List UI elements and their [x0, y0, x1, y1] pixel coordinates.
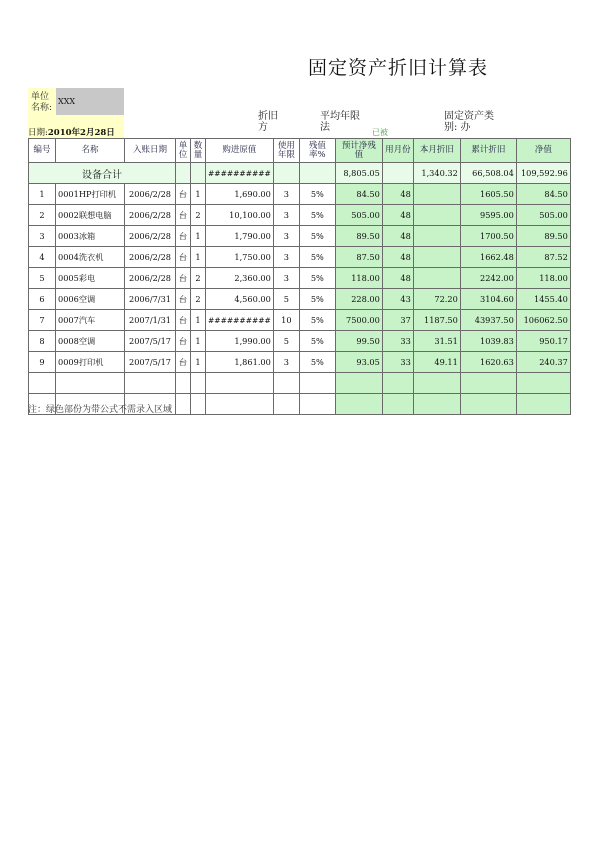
row-net: 118.00: [516, 268, 570, 289]
row-rate[interactable]: 5%: [299, 247, 335, 268]
row-original[interactable]: 2,360.00: [206, 268, 274, 289]
row-unit[interactable]: 台: [176, 289, 191, 310]
row-life[interactable]: 3: [273, 226, 299, 247]
empty-cell: [335, 394, 382, 415]
row-no[interactable]: 8: [29, 331, 56, 352]
total-row: [29, 163, 571, 184]
row-rate[interactable]: 5%: [299, 226, 335, 247]
row-life[interactable]: 3: [273, 247, 299, 268]
empty-cell: [460, 394, 516, 415]
empty-cell: [382, 394, 413, 415]
row-rate[interactable]: 5%: [299, 205, 335, 226]
row-name[interactable]: 0003冰箱: [56, 226, 125, 247]
footnote: 注：绿色部份为带公式不需录入区域: [28, 405, 173, 415]
row-residual: 228.00: [335, 289, 382, 310]
row-date[interactable]: 2007/5/17: [125, 352, 176, 373]
row-unit[interactable]: 台: [176, 310, 191, 331]
row-months: 48: [382, 268, 413, 289]
empty-cell: [382, 373, 413, 394]
row-life[interactable]: 3: [273, 352, 299, 373]
row-no[interactable]: 5: [29, 268, 56, 289]
row-name[interactable]: 0005彩电: [56, 268, 125, 289]
row-accum-dep: 1700.50: [460, 226, 516, 247]
row-unit[interactable]: 台: [176, 352, 191, 373]
row-months: 33: [382, 352, 413, 373]
row-month-dep: [413, 184, 460, 205]
header-date: 入账日期: [125, 139, 176, 163]
table-row: [29, 184, 571, 205]
row-name[interactable]: 0002联想电脑: [56, 205, 125, 226]
total-label: 设备合计: [29, 163, 176, 184]
row-month-dep: 49.11: [413, 352, 460, 373]
row-no[interactable]: 2: [29, 205, 56, 226]
row-no[interactable]: 4: [29, 247, 56, 268]
row-life[interactable]: 3: [273, 184, 299, 205]
row-life[interactable]: 5: [273, 289, 299, 310]
row-month-dep: [413, 205, 460, 226]
header-original: 购进原值: [206, 139, 274, 163]
row-net: 84.50: [516, 184, 570, 205]
row-life[interactable]: 5: [273, 331, 299, 352]
row-qty[interactable]: 2: [191, 205, 206, 226]
empty-cell[interactable]: [273, 394, 299, 415]
row-date[interactable]: 2007/1/31: [125, 310, 176, 331]
empty-cell[interactable]: [206, 394, 274, 415]
empty-cell[interactable]: [299, 373, 335, 394]
total-accum-dep: 66,508.04: [460, 163, 516, 184]
row-net: 87.52: [516, 247, 570, 268]
row-rate[interactable]: 5%: [299, 310, 335, 331]
empty-row: [29, 373, 571, 394]
row-name[interactable]: 0009打印机: [56, 352, 125, 373]
row-original[interactable]: 1,690.00: [206, 184, 274, 205]
row-rate[interactable]: 5%: [299, 184, 335, 205]
row-qty[interactable]: 1: [191, 247, 206, 268]
row-residual: 87.50: [335, 247, 382, 268]
row-no[interactable]: 3: [29, 226, 56, 247]
row-month-dep: 1187.50: [413, 310, 460, 331]
row-name[interactable]: 0008空调: [56, 331, 125, 352]
row-qty[interactable]: 1: [191, 184, 206, 205]
row-no[interactable]: 9: [29, 352, 56, 373]
total-residual: 8,805.05: [335, 163, 382, 184]
row-net: 240.37: [516, 352, 570, 373]
row-month-dep: [413, 226, 460, 247]
row-date[interactable]: 2006/2/28: [125, 205, 176, 226]
empty-cell: [516, 394, 570, 415]
total-blank[interactable]: [273, 163, 299, 184]
row-residual: 505.00: [335, 205, 382, 226]
header-residual: 预计净残值: [335, 139, 382, 163]
empty-cell[interactable]: [299, 394, 335, 415]
header-name: 名称: [56, 139, 125, 163]
header-qty: 数量: [191, 139, 206, 163]
row-qty[interactable]: 1: [191, 226, 206, 247]
average-life-method-label: 平均年限法: [320, 111, 360, 133]
row-month-dep: 72.20: [413, 289, 460, 310]
table-row: [29, 331, 571, 352]
date-label: 日期:: [28, 128, 48, 138]
row-name[interactable]: 0004洗衣机: [56, 247, 125, 268]
row-unit[interactable]: 台: [176, 247, 191, 268]
row-residual: 7500.00: [335, 310, 382, 331]
header-unit: 单位: [176, 139, 191, 163]
depreciation-method-label: 折旧方: [258, 111, 278, 133]
row-original[interactable]: 1,990.00: [206, 331, 274, 352]
row-net: 505.00: [516, 205, 570, 226]
row-unit[interactable]: 台: [176, 268, 191, 289]
row-accum-dep: 1662.48: [460, 247, 516, 268]
row-accum-dep: 2242.00: [460, 268, 516, 289]
row-original[interactable]: 1,861.00: [206, 352, 274, 373]
row-months: 48: [382, 184, 413, 205]
row-months: 48: [382, 205, 413, 226]
row-net: 950.17: [516, 331, 570, 352]
row-no[interactable]: 7: [29, 310, 56, 331]
row-net: 1455.40: [516, 289, 570, 310]
row-qty[interactable]: 2: [191, 268, 206, 289]
row-life[interactable]: 3: [273, 268, 299, 289]
row-rate[interactable]: 5%: [299, 331, 335, 352]
row-no[interactable]: 6: [29, 289, 56, 310]
empty-cell: [335, 373, 382, 394]
row-life[interactable]: 3: [273, 205, 299, 226]
total-blank[interactable]: [191, 163, 206, 184]
row-residual: 118.00: [335, 268, 382, 289]
total-blank[interactable]: [299, 163, 335, 184]
row-months: 37: [382, 310, 413, 331]
row-name[interactable]: 0007汽车: [56, 310, 125, 331]
row-date[interactable]: 2007/5/17: [125, 331, 176, 352]
page-title: 固定资产折旧计算表: [308, 57, 489, 79]
empty-cell[interactable]: [176, 373, 191, 394]
row-residual: 93.05: [335, 352, 382, 373]
empty-cell[interactable]: [56, 373, 125, 394]
empty-cell: [413, 373, 460, 394]
row-residual: 99.50: [335, 331, 382, 352]
row-qty[interactable]: 2: [191, 289, 206, 310]
row-accum-dep: 3104.60: [460, 289, 516, 310]
empty-cell[interactable]: [191, 373, 206, 394]
row-accum-dep: 1039.83: [460, 331, 516, 352]
row-unit[interactable]: 台: [176, 331, 191, 352]
row-rate[interactable]: 5%: [299, 289, 335, 310]
unit-name-blank-cell[interactable]: [56, 115, 124, 128]
date-value[interactable]: 2010年2月28日: [47, 128, 115, 138]
empty-cell[interactable]: [29, 373, 56, 394]
header-months: 用月份: [382, 139, 413, 163]
empty-cell[interactable]: [273, 373, 299, 394]
row-no[interactable]: 1: [29, 184, 56, 205]
header-month-dep: 本月折旧: [413, 139, 460, 163]
header-accum-dep: 累计折旧: [460, 139, 516, 163]
row-unit[interactable]: 台: [176, 205, 191, 226]
row-months: 33: [382, 331, 413, 352]
row-residual: 84.50: [335, 184, 382, 205]
row-net: 106062.50: [516, 310, 570, 331]
row-unit[interactable]: 台: [176, 184, 191, 205]
row-months: 48: [382, 226, 413, 247]
total-month-dep: 1,340.32: [413, 163, 460, 184]
row-accum-dep: 43937.50: [460, 310, 516, 331]
row-months: 48: [382, 247, 413, 268]
row-residual: 89.50: [335, 226, 382, 247]
header-life: 使用年限: [273, 139, 299, 163]
row-original[interactable]: 4,560.00: [206, 289, 274, 310]
header-no: 编号: [29, 139, 56, 163]
table-row: [29, 289, 571, 310]
row-date[interactable]: 2006/7/31: [125, 289, 176, 310]
empty-cell[interactable]: [191, 394, 206, 415]
empty-cell: [516, 373, 570, 394]
empty-cell[interactable]: [176, 394, 191, 415]
row-net: 89.50: [516, 226, 570, 247]
total-original: ##########: [206, 163, 274, 184]
row-rate[interactable]: 5%: [299, 352, 335, 373]
row-original[interactable]: 10,100.00: [206, 205, 274, 226]
row-original[interactable]: 1,790.00: [206, 226, 274, 247]
row-qty[interactable]: 1: [191, 310, 206, 331]
row-rate[interactable]: 5%: [299, 268, 335, 289]
row-name[interactable]: 0006空调: [56, 289, 125, 310]
date-row[interactable]: [28, 128, 124, 138]
row-name[interactable]: 0001HP打印机: [56, 184, 125, 205]
row-date[interactable]: 2006/2/28: [125, 268, 176, 289]
table-row: [29, 226, 571, 247]
header-net: 净值: [516, 139, 570, 163]
total-blank[interactable]: [176, 163, 191, 184]
total-blank: [382, 163, 413, 184]
table-row: [29, 268, 571, 289]
total-net: 109,592.96: [516, 163, 570, 184]
table-header-row: [29, 139, 571, 163]
row-accum-dep: 1620.63: [460, 352, 516, 373]
row-qty[interactable]: 1: [191, 352, 206, 373]
row-month-dep: [413, 247, 460, 268]
method-status-value: 已被: [372, 128, 388, 137]
row-unit[interactable]: 台: [176, 226, 191, 247]
row-date[interactable]: 2006/2/28: [125, 247, 176, 268]
table-row: [29, 247, 571, 268]
row-life[interactable]: 10: [273, 310, 299, 331]
row-month-dep: 31.51: [413, 331, 460, 352]
table-row: [29, 310, 571, 331]
row-date[interactable]: 2006/2/28: [125, 226, 176, 247]
empty-cell[interactable]: [125, 373, 176, 394]
table-row: [29, 352, 571, 373]
depreciation-table: [28, 138, 571, 415]
asset-category-label: 固定资产类别: 办: [444, 111, 494, 133]
row-accum-dep: 9595.00: [460, 205, 516, 226]
empty-cell[interactable]: [206, 373, 274, 394]
table-row: [29, 205, 571, 226]
row-date[interactable]: 2006/2/28: [125, 184, 176, 205]
row-qty[interactable]: 1: [191, 331, 206, 352]
header-rate: 残值率%: [299, 139, 335, 163]
row-original[interactable]: ##########: [206, 310, 274, 331]
row-months: 43: [382, 289, 413, 310]
empty-cell: [460, 373, 516, 394]
unit-name-label: 单位名称:: [28, 88, 56, 128]
empty-cell: [413, 394, 460, 415]
row-original[interactable]: 1,750.00: [206, 247, 274, 268]
unit-name-value[interactable]: XXX: [56, 88, 124, 115]
row-month-dep: [413, 268, 460, 289]
row-accum-dep: 1605.50: [460, 184, 516, 205]
